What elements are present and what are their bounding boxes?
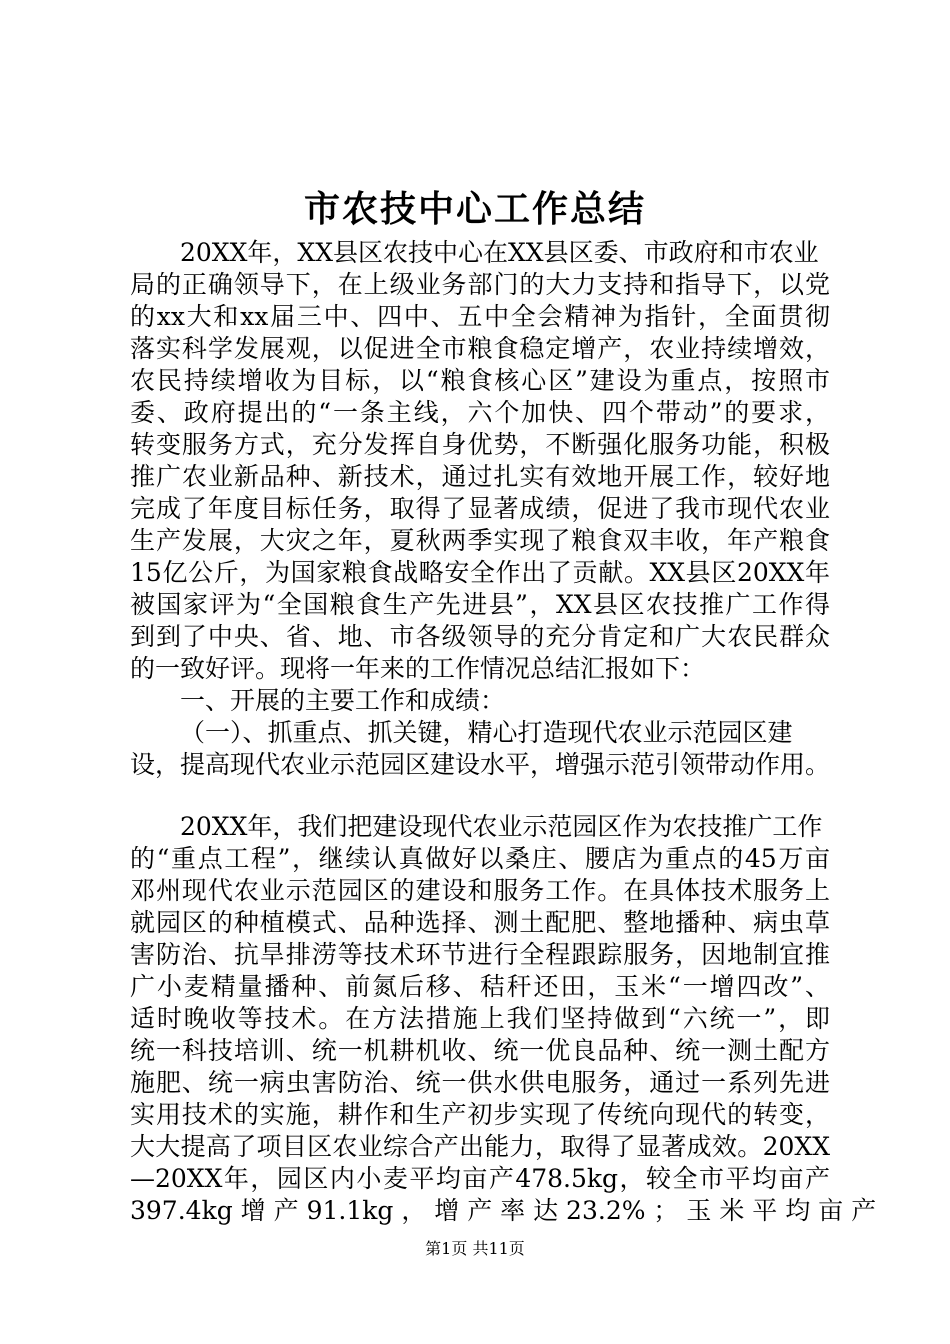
text-line: 落实科学发展观，以促进全市粮食稳定增产，农业持续增效， bbox=[130, 334, 830, 363]
text-line: 邓州现代农业示范园区的建设和服务工作。在具体技术服务上 bbox=[130, 876, 830, 905]
text-line: 农民持续增收为目标，以“粮食核心区”建设为重点，按照市 bbox=[130, 366, 830, 395]
text-line: 委、政府提出的“一条主线，六个加快、四个带动”的要求， bbox=[130, 398, 830, 427]
text-line: 推广农业新品种、新技术，通过扎实有效地开展工作，较好地 bbox=[130, 462, 830, 491]
page-number: 第1页 共11页 bbox=[425, 1239, 525, 1258]
text-line: 20XX年，我们把建设现代农业示范园区作为农技推广工作 bbox=[180, 812, 823, 841]
text-line: 397.4kg 增 产 91.1kg ， 增 产 率 达 23.2% ； 玉 米 平 均 亩 产 bbox=[130, 1196, 877, 1225]
subsection-heading: （一）、抓重点、抓关键，精心打造现代农业示范园区建 bbox=[180, 718, 793, 747]
text-line: —20XX年，园区内小麦平均亩产478.5kg，较全市平均亩产 bbox=[130, 1164, 830, 1193]
text-line: 局的正确领导下，在上级业务部门的大力支持和指导下，以党 bbox=[130, 270, 830, 299]
text-line: 就园区的种植模式、品种选择、测土配肥、整地播种、病虫草 bbox=[130, 908, 830, 937]
text-line: 广小麦精量播种、前氮后移、秸秆还田，玉米“一增四改”、 bbox=[130, 972, 830, 1001]
text-line: 害防治、抗旱排涝等技术环节进行全程跟踪服务，因地制宜推 bbox=[130, 940, 830, 969]
text-line: 转变服务方式，充分发挥自身优势，不断强化服务功能，积极 bbox=[130, 430, 830, 459]
text-line: 的一致好评。现将一年来的工作情况总结汇报如下： bbox=[130, 654, 706, 683]
text-line: 生产发展，大灾之年，夏秋两季实现了粮食双丰收，年产粮食 bbox=[130, 526, 830, 555]
text-line: 大大提高了项目区农业综合产出能力，取得了显著成效。20XX bbox=[130, 1132, 830, 1161]
text-line: 实用技术的实施，耕作和生产初步实现了传统向现代的转变， bbox=[130, 1100, 830, 1129]
text-line: 的xx大和xx届三中、四中、五中全会精神为指针，全面贯彻 bbox=[130, 302, 830, 331]
document-title: 市农技中心工作总结 bbox=[303, 188, 646, 230]
text-line: 的“重点工程”，继续认真做好以桑庄、腰店为重点的45万亩 bbox=[130, 844, 830, 873]
text-line: 完成了年度目标任务，取得了显著成绩，促进了我市现代农业 bbox=[130, 494, 830, 523]
section-heading: 一、开展的主要工作和成绩： bbox=[180, 686, 506, 715]
text-line: 20XX年，XX县区农技中心在XX县区委、市政府和市农业 bbox=[180, 238, 819, 267]
text-line: 15亿公斤，为国家粮食战略安全作出了贡献。XX县区20XX年 bbox=[130, 558, 830, 587]
text-line: 施肥、统一病虫害防治、统一供水供电服务，通过一系列先进 bbox=[130, 1068, 830, 1097]
text-line: 被国家评为“全国粮食生产先进县”，XX县区农技推广工作得 bbox=[130, 590, 830, 619]
text-line: 适时晚收等技术。在方法措施上我们坚持做到“六统一”，即 bbox=[130, 1004, 830, 1033]
subsection-heading: 设，提高现代农业示范园区建设水平，增强示范引领带动作用。 bbox=[130, 750, 831, 779]
text-line: 到到了中央、省、地、市各级领导的充分肯定和广大农民群众 bbox=[130, 622, 830, 651]
text-line: 统一科技培训、统一机耕机收、统一优良品种、统一测土配方 bbox=[130, 1036, 830, 1065]
